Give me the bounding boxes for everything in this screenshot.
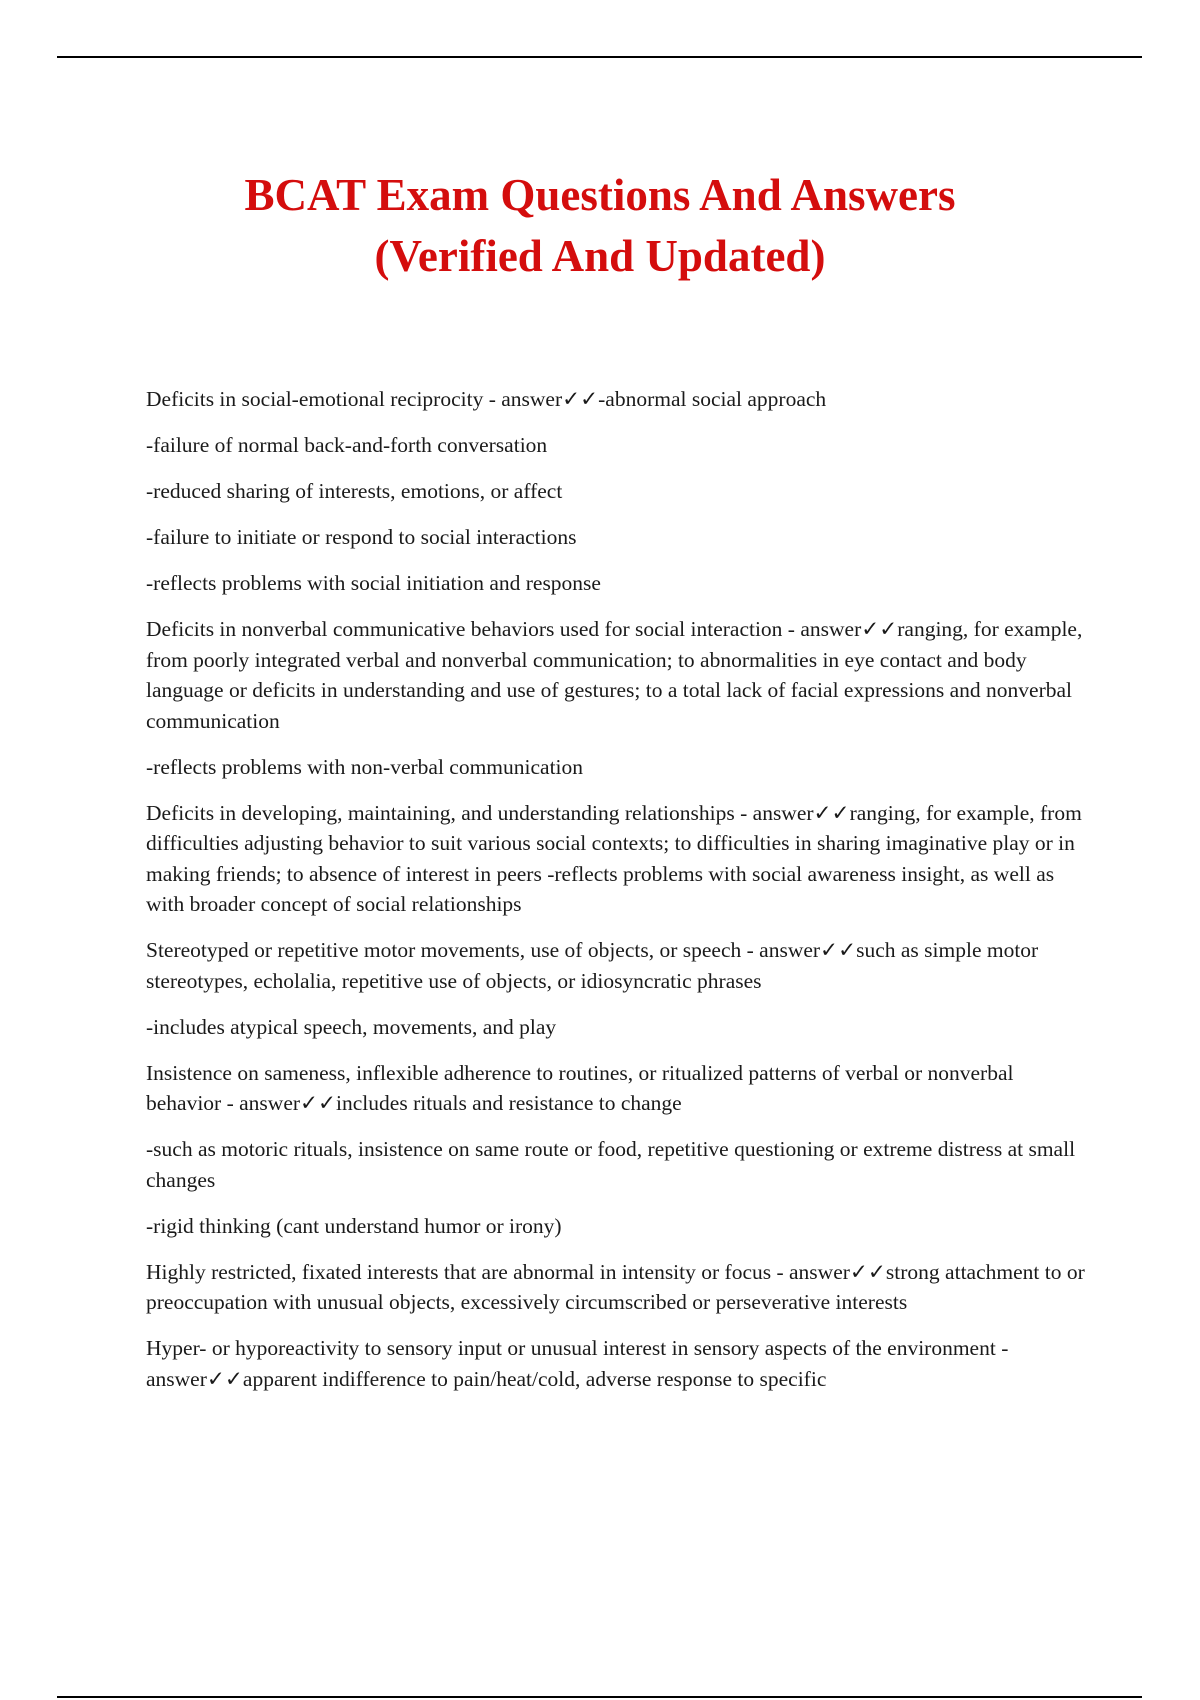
paragraph: -reflects problems with non-verbal communication [146, 754, 584, 779]
paragraph: Stereotyped or repetitive motor movements, use of objects, or speech - answer✓✓such as simple motor stereotypes, echolalia, repetitive use of objects, or idiosyncratic phrases [146, 938, 1039, 993]
paragraph: Hyper- or hyporeactivity to sensory input or unusual interest in sensory aspects of the environment - answer✓✓apparent indifference to pain/heat/cold, adverse response to specific [146, 1336, 1009, 1391]
bottom-rule [57, 1696, 1142, 1698]
title-line-1: BCAT Exam Questions And Answers [244, 170, 956, 220]
paragraph: Insistence on sameness, inflexible adherence to routines, or ritualized patterns of verbal or nonverbal behavior - answer✓✓includes rituals and resistance to change [146, 1060, 1014, 1115]
paragraph: Deficits in social-emotional reciprocity - answer✓✓-abnormal social approach [146, 387, 827, 411]
document-body [146, 384, 1091, 1410]
paragraph: Deficits in developing, maintaining, and understanding relationships - answer✓✓ranging, for example, from difficulties adjusting behavior to suit various social contexts; to difficulties in sharing imaginative play or in making friends; to absence of interest in peers -reflects problems with social awareness insight, as well as with broader concept of social relationships [146, 800, 1082, 916]
paragraph: -rigid thinking (cant understand humor or irony) [146, 1213, 562, 1238]
paragraph: -failure of normal back-and-forth conversation [146, 433, 548, 457]
document-title [0, 165, 1200, 287]
paragraph: Highly restricted, fixated interests that are abnormal in intensity or focus - answer✓✓strong attachment to or preoccupation with unusual objects, excessively circumscribed or perseverative interests [146, 1259, 1085, 1314]
paragraph: Deficits in nonverbal communicative behaviors used for social interaction - answer✓✓ranging, for example, from poorly integrated verbal and nonverbal communication; to abnormalities in eye contact and body language or deficits in understanding and use of gestures; to a total lack of facial expressions and nonverbal communication [146, 617, 1083, 733]
paragraph: -such as motoric rituals, insistence on same route or food, repetitive questioning or extreme distress at small changes [146, 1137, 1076, 1192]
paragraph: -includes atypical speech, movements, and play [146, 1014, 557, 1039]
title-line-2: (Verified And Updated) [374, 231, 826, 281]
paragraph: -failure to initiate or respond to social interactions [146, 525, 577, 549]
paragraph: -reduced sharing of interests, emotions, or affect [146, 479, 563, 503]
top-rule [57, 56, 1142, 58]
paragraph: -reflects problems with social initiation and response [146, 571, 601, 595]
